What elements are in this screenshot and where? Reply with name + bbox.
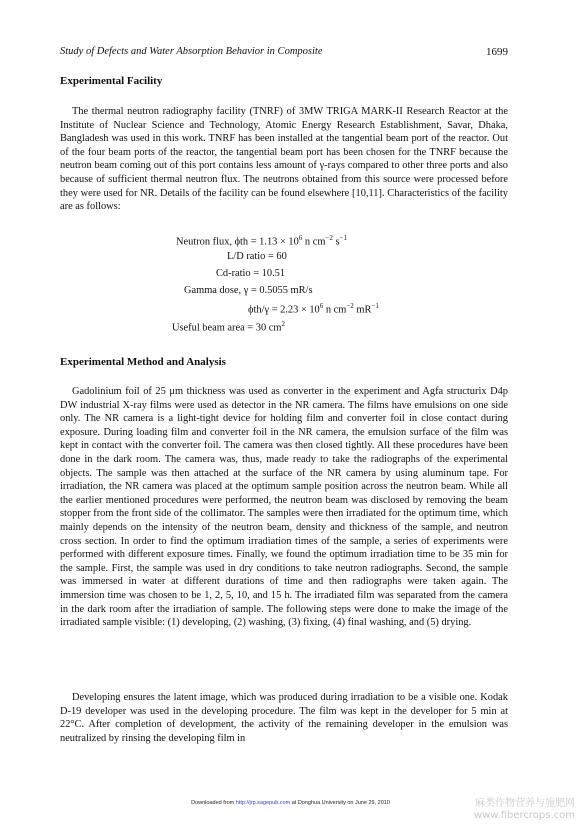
facility-paragraph: The thermal neutron radiography facility (TNRF) of 3MW TRIGA MARK-II Research Reactor at the Institute of Nuclear Science and Technology, Atomic Energy Research Establishment, Savar, Dhaka, Bangladesh was used in this work. TNRF has been installed at the tangential beam port of the reactor. Out of the four beam ports of the reactor, the tangential beam port has been chosen for the TNRF because the neutron beam coming out of this port contains less amount of γ-rays compared to other three ports and also because of sufficient thermal neutron flux. The neutrons obtained from this source were processed before they were used for NR. Details of the facility can be found elsewhere [10,11]. Characteristics of the facility are as follows: — [60, 106, 508, 213]
method-paragraph-1: Gadolinium foil of 25 μm thickness was used as converter in the experiment and Agfa structurix D4p DW industrial X-ray films were used as detector in the NR camera. The films have emulsions on one side only. The NR camera is a light-tight device for holding film and converter foil in close contact during exposure. During loading film and converter foil in the NR camera, the emulsion surface of the film was kept in contact with the converter foil. The camera was then closed tightly. All these procedures have been done in the dark room. The camera was, thus, made ready to take the radiographs of the experimental objects. The sample was then attached at the surface of the NR camera by using aluminum tape. For irradiation, the NR camera was placed at the optimum sample position across the neutron beam. While all the earlier mentioned procedures were performed, the neutron beam was disclosed by removing the beam stopper from the front side of the collimator. The samples were then irradiated for the optimum time, which mainly depends on the intensity of the neutron beam, density and thickness of the sample, and neutron cross section. In order to find the optimum irradiation times of the sample, a series of experiments were performed with different exposure times. Finally, we found the optimum irradiation time to be 35 min for the sample. First, the sample was used in dry conditions to take neutron radiographs. Second, the sample was immersed in water at different durations of time and then radiographs were taken again. The immersion time was chosen to be 1, 2, 5, 10, and 15 h. The irradiated film was separated from the camera in the dark room after the irradiation of sample. The following steps were done to make the image of the irradiated sample visible: (1) developing, (2) washing, (3) fixing, (4) final washing, and (5) drying. — [60, 386, 508, 629]
equation-beam-area: Useful beam area = 30 $cm^2$ — [172, 320, 285, 334]
watermark — [474, 798, 575, 822]
footer-prefix: Downloaded from — [191, 800, 236, 806]
footer-suffix: at Donghua University on June 29, 2010 — [290, 800, 390, 806]
equation-neutron-flux: Neutron flux, $\phi th = 1.13 \times 10^6$ n $cm^{-2}$ $s^{-1}$ — [176, 234, 347, 248]
equation-ld-ratio: L/D ratio = 60 — [227, 251, 287, 262]
footer-link[interactable]: http://jrp.sagepub.com — [235, 800, 291, 806]
page-number: 1699 — [486, 46, 508, 58]
watermark-line-2: www.fibercrops.com — [473, 810, 575, 821]
section-heading-method: Experimental Method and Analysis — [60, 356, 226, 368]
section-heading-facility: Experimental Facility — [60, 75, 163, 87]
watermark-line-1: 麻类作物营养与施肥网 — [475, 798, 575, 809]
equation-gamma-dose: Gamma dose, γ = 0.5055 mR/s — [184, 285, 313, 296]
running-title: Study of Defects and Water Absorption Behavior in Composite — [60, 46, 323, 57]
equation-cd-ratio: Cd-ratio = 10.51 — [216, 268, 286, 279]
method-paragraph-2: Developing ensures the latent image, which was produced during irradiation to be a visible one. Kodak D-19 developer was used in the developing procedure. The film was kept in the developer for 5 min at 22°C. After completion of development, the activity of the remaining developer in the emulsion was neutralized by rinsing the developing film in — [60, 692, 508, 744]
equation-flux-gamma-ratio: $\phi th/\gamma = 2.23 \times 10^6$ n $cm^{-2}$ $mR^{-1}$ — [248, 302, 379, 316]
running-header — [60, 46, 508, 58]
